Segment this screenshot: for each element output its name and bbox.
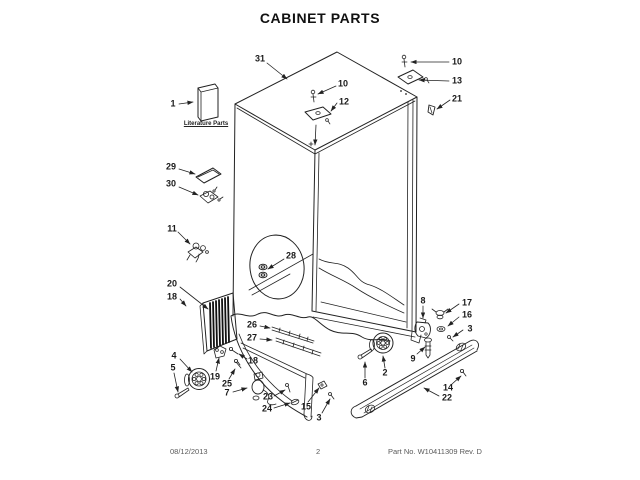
part-wingnut-17 [432,309,448,319]
callout-3-right: 3 [467,323,473,334]
page-title: CABINET PARTS [259,10,381,26]
callout-30: 30 [165,178,177,189]
part-valve-11 [187,243,208,262]
part-bolt-9 [425,338,432,358]
callout-11: 11 [167,223,177,234]
footer-date: 08/12/2013 [170,447,208,456]
callout-31: 31 [254,53,266,64]
footer-page-number: 2 [316,447,321,456]
part-screw-25 [234,359,241,368]
callout-23: 23 [262,391,274,402]
callout-7: 7 [224,387,230,398]
literature-parts-label: Literature Parts [183,121,229,127]
callout-3-bottom: 3 [316,412,322,423]
callout-27: 27 [246,332,258,343]
callout-14: 14 [442,382,454,393]
part-roller-2 [370,333,394,353]
part-screw-10-right [402,55,407,67]
callout-22: 22 [441,392,453,403]
part-screw-10-center [311,90,316,102]
part-grille-20 [200,293,237,354]
callout-2: 2 [382,367,388,378]
callout-8: 8 [420,295,426,306]
part-rod-26 [272,327,314,343]
part-literature-pack-1 [198,84,218,121]
callout-29: 29 [165,161,177,172]
part-screw-3b [448,336,454,342]
cabinet-body [231,52,421,420]
callout-18-center: 18 [247,355,259,366]
callout-21: 21 [451,93,463,104]
callout-12: 12 [338,96,350,107]
callout-16: 16 [461,309,473,320]
callout-26: 26 [246,319,258,330]
part-roller-4 [185,369,210,390]
part-nut-16 [437,327,445,332]
callout-9: 9 [410,353,416,364]
part-hinge-13 [398,70,429,84]
callout-24: 24 [261,403,273,414]
callout-25: 25 [221,378,233,389]
callout-6: 6 [362,377,368,388]
part-bracket-30 [200,187,223,203]
callout-5: 5 [170,362,176,373]
part-bolt-6 [358,349,372,359]
callout-13: 13 [451,75,463,86]
callout-28: 28 [285,250,297,261]
part-bracket-8 [415,318,431,338]
callout-20: 20 [166,278,178,289]
callout-10-top-right: 10 [451,56,463,67]
callout-19: 19 [209,371,221,382]
part-screw-3c [329,393,335,400]
part-clip-15 [318,381,327,389]
part-hinge-12 [305,107,331,124]
part-balloon-28 [246,232,313,303]
callout-4: 4 [171,350,177,361]
part-shim-21 [428,105,435,115]
callout-15: 15 [300,401,312,412]
callout-17: 17 [461,297,473,308]
part-clamp-24 [290,398,299,405]
part-screw-23 [286,384,291,393]
callout-18-left: 18 [166,291,178,302]
part-cover-plate-29 [196,168,221,183]
part-screw-18b [229,347,238,354]
callout-10-top-center: 10 [337,78,349,89]
part-screw-14 [460,369,466,376]
footer-part-number: Part No. W10411309 Rev. D [388,447,482,456]
callout-1: 1 [170,98,176,109]
